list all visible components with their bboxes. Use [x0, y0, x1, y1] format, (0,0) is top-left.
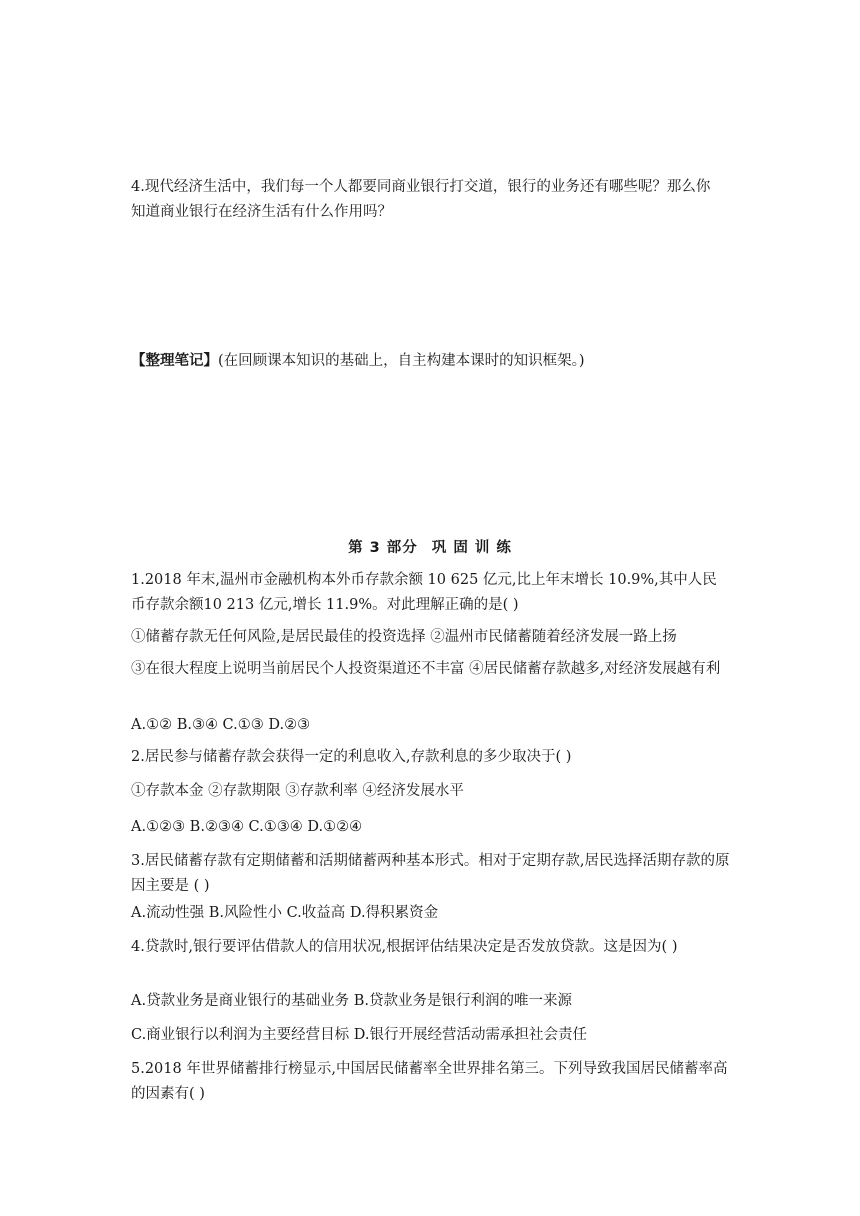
question-5-stem: 5.2018 年世界储蓄排行榜显示,中国居民储蓄率全世界排名第三。下列导致我国居民储蓄率高的因素有( )	[131, 1061, 728, 1102]
notes-label: 【整理笔记】	[131, 352, 218, 369]
question-1-items-b: ③在很大程度上说明当前居民个人投资渠道还不丰富 ④居民储蓄存款越多,对经济发展越有利	[131, 661, 721, 677]
question-1-items-a: ①储蓄存款无任何风险,是居民最佳的投资选择 ②温州市民储蓄随着经济发展一路上扬	[131, 629, 677, 645]
question-4-upper-line-1: 4.现代经济生活中，我们每一个人都要同商业银行打交道，银行的业务还有哪些呢？那么你	[131, 179, 711, 195]
question-2-stem: 2.居民参与储蓄存款会获得一定的利息收入,存款利息的多少取决于( )	[131, 749, 572, 765]
section-heading: 巩 固 训 练	[431, 540, 512, 556]
question-4-stem: 4.贷款时,银行要评估借款人的信用状况,根据评估结果决定是否发放贷款。这是因为( )	[131, 939, 678, 955]
section-title	[0, 536, 860, 557]
question-3-stem: 3.居民储蓄存款有定期储蓄和活期储蓄两种基本形式。相对于定期存款,居民选择活期存款的原因主要是 ( )	[131, 853, 730, 894]
question-2-options: A.①②③ B.②③④ C.①③④ D.①②④	[131, 819, 363, 835]
question-4-upper-line-2: 知道商业银行在经济生活有什么作用吗？	[131, 204, 392, 220]
question-4-option-b: C.商业银行以利润为主要经营目标 D.银行开展经营活动需承担社会责任	[131, 1027, 588, 1043]
question-1-options: A.①② B.③④ C.①③ D.②③	[131, 717, 311, 733]
question-3-options: A.流动性强 B.风险性小 C.收益高 D.得积累资金	[131, 905, 439, 921]
section-part: 第 3 部分	[348, 540, 418, 556]
question-4-upper	[131, 175, 731, 225]
notes-section	[131, 348, 731, 374]
question-1-stem: 1.2018 年末,温州市金融机构本外币存款余额 10 625 亿元,比上年末增长 10.9%,其中人民币存款余额10 213 亿元,增长 11.9%。对此理解正确的是( )	[131, 572, 717, 613]
question-4-option-a: A.贷款业务是商业银行的基础业务 B.贷款业务是银行利润的唯一来源	[131, 993, 572, 1009]
question-2-items: ①存款本金 ②存款期限 ③存款利率 ④经济发展水平	[131, 783, 464, 799]
notes-text: (在回顾课本知识的基础上，自主构建本课时的知识框架。)	[218, 353, 585, 369]
